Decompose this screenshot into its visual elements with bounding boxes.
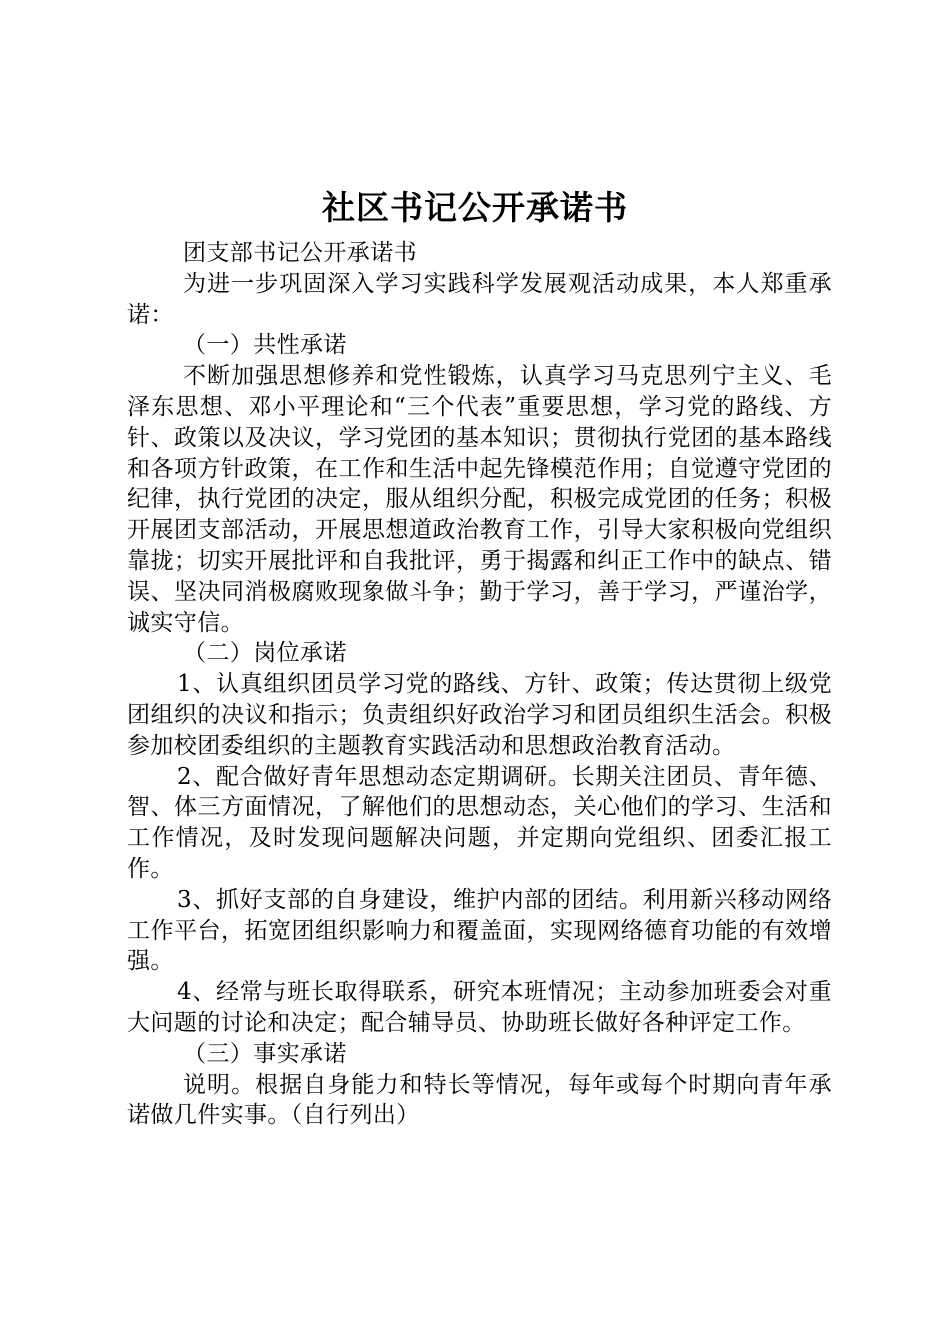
list-item: 4、经常与班长取得联系，研究本班情况；主动参加班委会对重大问题的讨论和决定；配合辅导员、协助班长做好各种评定工作。 <box>127 979 832 1036</box>
section-heading-position: （二）岗位承诺 <box>183 640 347 667</box>
section-heading-common: （一）共性承诺 <box>183 332 347 359</box>
subtitle: 团支部书记公开承诺书 <box>183 240 417 266</box>
intro-paragraph: 为进一步巩固深入学习实践科学发展观活动成果，本人郑重承诺： <box>127 270 832 328</box>
document-title: 社区书记公开承诺书 <box>322 188 628 227</box>
list-item: 3、抓好支部的自身建设，维护内部的团结。利用新兴移动网络工作平台，拓宽团组织影响力和覆盖面，实现网络德育功能的有效增强。 <box>127 886 832 975</box>
section-heading-fact: （三）事实承诺 <box>183 1040 347 1067</box>
list-item: 2、配合做好青年思想动态定期调研。长期关注团员、青年德、智、体三方面情况，了解他们的思想动态，关心他们的学习、生活和工作情况，及时发现问题解决问题，并定期向党组织、团委汇报工作。 <box>127 763 832 882</box>
section-text-fact: 说明。根据自身能力和特长等情况，每年或每个时期向青年承诺做几件实事。（自行列出） <box>127 1071 832 1129</box>
document-body <box>127 238 832 1131</box>
list-item: 1、认真组织团员学习党的路线、方针、政策；传达贯彻上级党团组织的决议和指示；负责组织好政治学习和团员组织生活会。积极参加校团委组织的主题教育实践活动和思想政治教育活动。 <box>127 671 832 759</box>
section-text-common: 不断加强思想修养和党性锻炼，认真学习马克思列宁主义、毛泽东思想、邓小平理论和“三个代表”重要思想，学习党的路线、方针、政策以及决议，学习党团的基本知识；贯彻执行党团的基本路线和各项方针政策，在工作和生活中起先锋模范作用；自觉遵守党团的纪律，执行党团的决定，服从组织分配，积极完成党团的任务；积极开展团支部活动，开展思想道政治教育工作，引导大家积极向党组织靠拢；切实开展批评和自我批评，勇于揭露和纠正工作中的缺点、错误、坚决同消极腐败现象做斗争；勤于学习，善于学习，严谨治学，诚实守信。 <box>127 363 832 636</box>
